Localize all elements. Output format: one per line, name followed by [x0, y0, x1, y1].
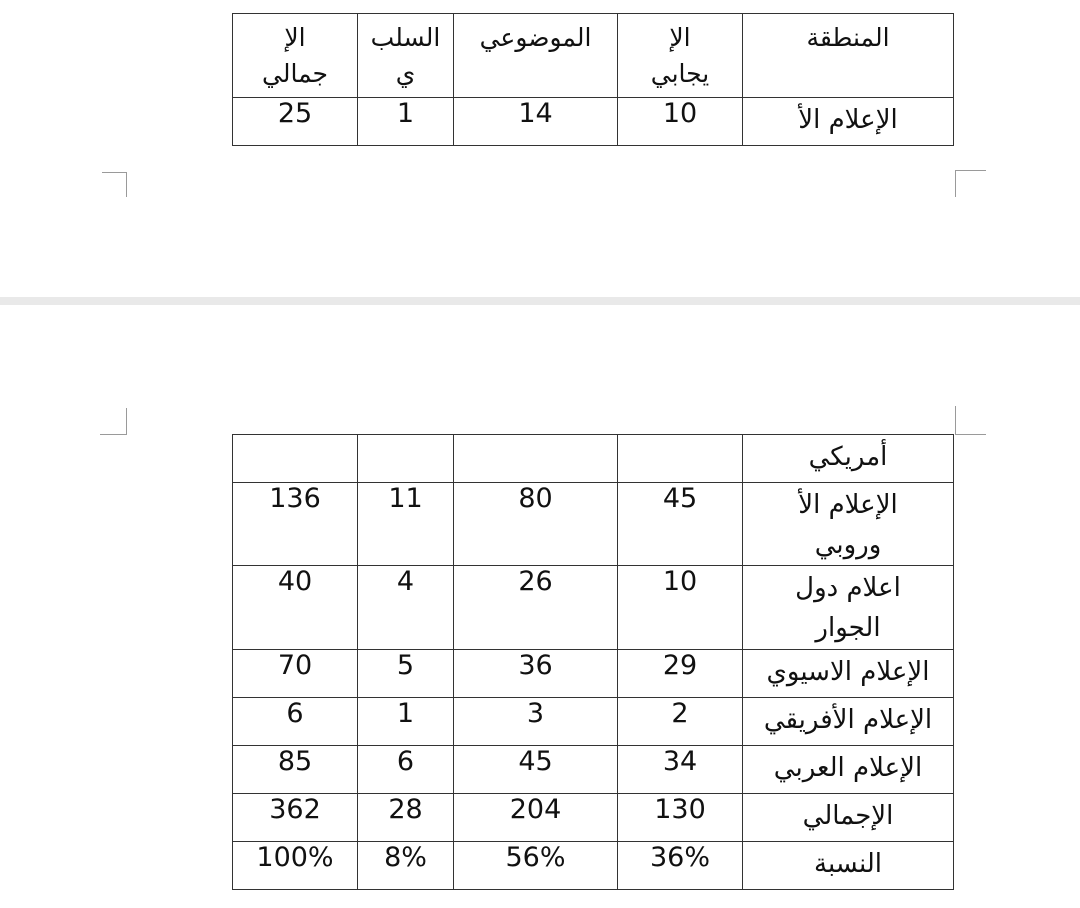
cell-positive: 29 — [618, 650, 743, 698]
results-table-bottom — [232, 434, 954, 890]
table-row — [233, 842, 954, 890]
cell-positive: 10 — [618, 98, 743, 146]
table-header-row — [233, 14, 954, 98]
cell-region: الإجمالي — [743, 794, 954, 842]
margin-corner-mark — [955, 406, 986, 435]
cell-objective: 26 — [454, 566, 618, 650]
cell-objective: 204 — [454, 794, 618, 842]
page-break — [0, 297, 1080, 305]
cell-total: 25 — [233, 98, 358, 146]
cell-negative: 11 — [358, 483, 454, 566]
cell-total: 85 — [233, 746, 358, 794]
cell-region: اعلام دول الجوار — [743, 566, 954, 650]
cell-negative: 28 — [358, 794, 454, 842]
cell-region: الإعلام الأ — [743, 98, 954, 146]
results-table-top — [232, 13, 954, 146]
header-positive: الإ يجابي — [618, 14, 743, 98]
cell-total: 100% — [233, 842, 358, 890]
cell-negative: 1 — [358, 98, 454, 146]
table-row — [233, 435, 954, 483]
cell-total: 40 — [233, 566, 358, 650]
cell-positive: 34 — [618, 746, 743, 794]
table-row — [233, 650, 954, 698]
cell-total — [233, 435, 358, 483]
table-row — [233, 98, 954, 146]
margin-corner-mark — [102, 172, 127, 197]
cell-positive — [618, 435, 743, 483]
cell-objective: 3 — [454, 698, 618, 746]
cell-objective: 36 — [454, 650, 618, 698]
cell-positive: 130 — [618, 794, 743, 842]
cell-negative — [358, 435, 454, 483]
table-row — [233, 746, 954, 794]
margin-corner-mark — [955, 170, 986, 197]
cell-total: 6 — [233, 698, 358, 746]
cell-negative: 1 — [358, 698, 454, 746]
cell-objective: 80 — [454, 483, 618, 566]
cell-objective: 14 — [454, 98, 618, 146]
cell-positive: 36% — [618, 842, 743, 890]
cell-total: 362 — [233, 794, 358, 842]
header-region: المنطقة — [743, 14, 954, 98]
cell-region: الإعلام الأ وروبي — [743, 483, 954, 566]
cell-negative: 8% — [358, 842, 454, 890]
cell-region: الإعلام العربي — [743, 746, 954, 794]
cell-region: النسبة — [743, 842, 954, 890]
table-row — [233, 566, 954, 650]
header-objective: الموضوعي — [454, 14, 618, 98]
cell-negative: 6 — [358, 746, 454, 794]
cell-positive: 2 — [618, 698, 743, 746]
cell-positive: 45 — [618, 483, 743, 566]
cell-region: الإعلام الأفريقي — [743, 698, 954, 746]
table-row — [233, 698, 954, 746]
cell-total: 70 — [233, 650, 358, 698]
table-row — [233, 794, 954, 842]
cell-total: 136 — [233, 483, 358, 566]
cell-negative: 5 — [358, 650, 454, 698]
cell-objective — [454, 435, 618, 483]
cell-region: الإعلام الاسيوي — [743, 650, 954, 698]
cell-objective: 56% — [454, 842, 618, 890]
table-row — [233, 483, 954, 566]
cell-positive: 10 — [618, 566, 743, 650]
cell-region: أمريكي — [743, 435, 954, 483]
header-total: الإ جمالي — [233, 14, 358, 98]
cell-objective: 45 — [454, 746, 618, 794]
margin-corner-mark — [100, 408, 127, 435]
header-negative: السلب ي — [358, 14, 454, 98]
cell-negative: 4 — [358, 566, 454, 650]
